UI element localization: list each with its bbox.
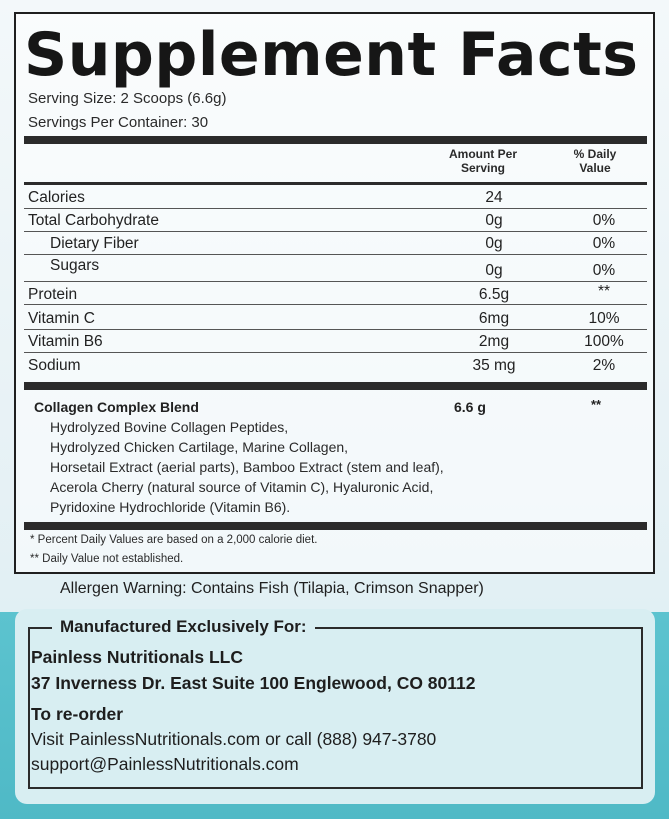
nutrient-label: Vitamin B6 bbox=[28, 333, 103, 350]
nutrient-label: Total Carbohydrate bbox=[28, 212, 159, 229]
nutrient-amount: 6.5g bbox=[478, 286, 510, 303]
nutrient-row-carbohydrate bbox=[24, 209, 647, 232]
facts-title: Supplement Facts bbox=[24, 20, 639, 90]
header-divider bbox=[24, 182, 647, 185]
nutrient-dv: 0% bbox=[592, 212, 616, 229]
ingredient-line: Pyridoxine Hydrochloride (Vitamin B6). bbox=[50, 499, 291, 515]
dv-header: % Daily Value bbox=[573, 147, 617, 175]
ingredient-line: Hydrolyzed Bovine Collagen Peptides, bbox=[50, 419, 289, 435]
footnote-divider bbox=[24, 522, 647, 530]
nutrient-label: Vitamin C bbox=[28, 310, 95, 327]
blend-dv: ** bbox=[590, 397, 602, 412]
supplement-facts-panel bbox=[14, 12, 655, 574]
reorder-text: Visit PainlessNutritionals.com or call (888) 947-3780 bbox=[31, 729, 437, 749]
nutrient-dv: 100% bbox=[584, 333, 624, 350]
nutrient-row-protein bbox=[24, 282, 647, 305]
blend-name: Collagen Complex Blend bbox=[34, 399, 199, 415]
ingredient-line: Horsetail Extract (aerial parts), Bamboo Extract (stem and leaf), bbox=[50, 459, 444, 475]
nutrient-row-sodium bbox=[24, 354, 647, 376]
blend-amount: 6.6 g bbox=[454, 399, 486, 415]
nutrient-dv: 2% bbox=[592, 357, 616, 374]
manufacturer-heading: Manufactured Exclusively For: bbox=[52, 617, 315, 637]
servings-per-container: Servings Per Container: 30 bbox=[28, 114, 209, 131]
nutrient-dv: 10% bbox=[588, 310, 620, 327]
company-name: Painless Nutritionals LLC bbox=[31, 647, 243, 667]
nutrient-label: Dietary Fiber bbox=[50, 235, 139, 252]
reorder-heading: To re-order bbox=[31, 704, 124, 724]
ingredient-line: Acerola Cherry (natural source of Vitamin C), Hyaluronic Acid, bbox=[50, 479, 434, 495]
thick-divider bbox=[24, 136, 647, 144]
nutrient-dv: ** bbox=[597, 283, 611, 300]
support-email: support@PainlessNutritionals.com bbox=[31, 754, 299, 774]
nutrient-label: Sodium bbox=[28, 357, 81, 374]
nutrient-row-vitamin-b6 bbox=[24, 330, 647, 353]
nutrient-row-vitamin-c bbox=[24, 307, 647, 330]
nutrient-amount: 24 bbox=[485, 189, 503, 206]
nutrient-row-calories bbox=[24, 186, 647, 209]
footnote-percent: * Percent Daily Values are based on a 2,000 calorie diet. bbox=[30, 534, 318, 546]
nutrient-label: Protein bbox=[28, 286, 78, 303]
nutrient-amount: 2mg bbox=[478, 333, 510, 350]
nutrient-amount: 6mg bbox=[478, 310, 510, 327]
nutrient-dv: 0% bbox=[592, 235, 616, 252]
footnote-not-established: ** Daily Value not established. bbox=[30, 553, 184, 565]
ingredient-line: Hydrolyzed Chicken Cartilage, Marine Collagen, bbox=[50, 439, 349, 455]
serving-size: Serving Size: 2 Scoops (6.6g) bbox=[28, 90, 227, 107]
amount-header: Amount Per Serving bbox=[448, 147, 517, 175]
nutrient-row-fiber bbox=[24, 232, 647, 255]
nutrient-dv: 0% bbox=[592, 262, 616, 279]
nutrient-amount: 0g bbox=[485, 262, 503, 279]
blend-divider bbox=[24, 382, 647, 390]
nutrient-amount: 0g bbox=[485, 235, 503, 252]
nutrient-amount: 0g bbox=[485, 212, 503, 229]
nutrient-label: Calories bbox=[28, 189, 85, 206]
company-address: 37 Inverness Dr. East Suite 100 Englewood, CO 80112 bbox=[31, 673, 476, 693]
allergen-warning: Allergen Warning: Contains Fish (Tilapia, Crimson Snapper) bbox=[60, 580, 484, 597]
nutrient-amount: 35 mg bbox=[472, 357, 516, 374]
nutrient-label: Sugars bbox=[50, 257, 100, 274]
blend-ingredients bbox=[50, 417, 444, 517]
nutrient-row-sugars bbox=[24, 255, 647, 282]
